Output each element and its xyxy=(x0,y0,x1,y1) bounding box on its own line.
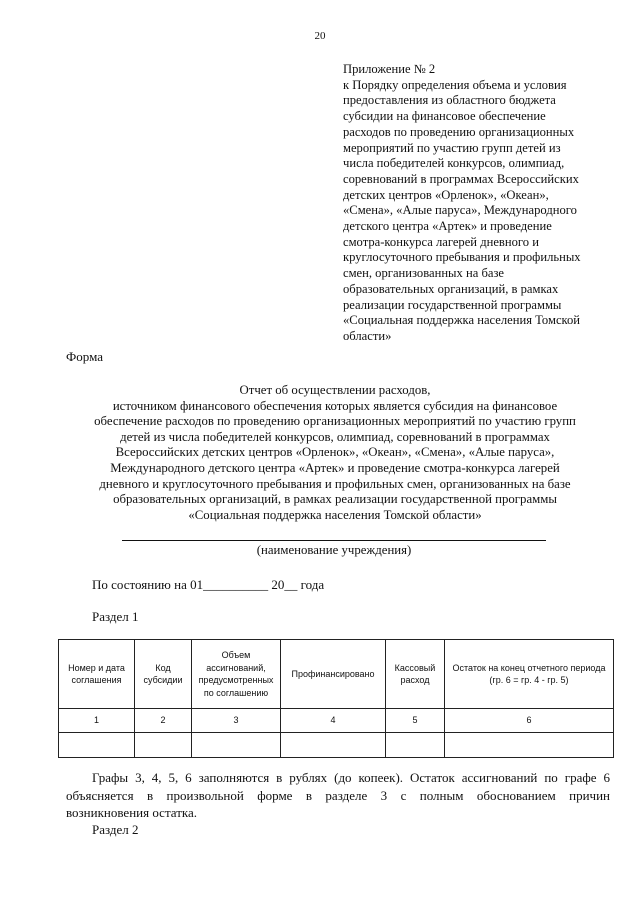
appendix-line: расходов по проведению организационных xyxy=(343,124,575,139)
appendix-line: детского центра «Артек» и проведение xyxy=(343,219,552,234)
table-cell xyxy=(192,733,281,758)
section-1-label: Раздел 1 xyxy=(92,609,139,624)
report-title-line: Международного детского центра «Артек» и проведение смотра-конкурса лагерей xyxy=(110,460,560,475)
appendix-line: мероприятий по участию групп детей из xyxy=(343,140,561,155)
table-cell xyxy=(135,733,192,758)
note-line: возникновения остатка. xyxy=(66,805,198,820)
section-2-label: Раздел 2 xyxy=(92,822,139,837)
appendix-line: Приложение № 2 xyxy=(343,62,436,76)
column-header: Объем ассигнований, предусмотренных по соглашению xyxy=(192,640,281,709)
appendix-line: реализации государственной программы xyxy=(343,297,562,312)
column-number: 2 xyxy=(135,709,192,733)
table-cell xyxy=(445,733,614,758)
table-note xyxy=(66,769,610,822)
form-label: Форма xyxy=(66,349,103,364)
column-number: 1 xyxy=(59,709,135,733)
column-number: 3 xyxy=(192,709,281,733)
table-cell xyxy=(386,733,445,758)
institution-name-line xyxy=(122,540,546,541)
column-number: 6 xyxy=(445,709,614,733)
column-number: 5 xyxy=(386,709,445,733)
appendix-line: круглосуточного пребывания и профильных xyxy=(343,250,581,265)
column-header: Остаток на конец отчетного периода (гр. 6 = гр. 4 - гр. 5) xyxy=(445,640,614,709)
report-title-line: обеспечение расходов по проведению организационных мероприятий по участию групп xyxy=(94,414,576,429)
appendix-line: области» xyxy=(343,328,392,343)
report-title-line: детей из числа победителей конкурсов, олимпиад, соревнований в программах xyxy=(120,429,550,444)
report-title-line: образовательных организаций, в рамках реализации государственной программы xyxy=(113,492,557,507)
note-line: Графы 3, 4, 5, 6 заполняются в рублях (до копеек). Остаток ассигнований по графе 6 xyxy=(92,770,610,785)
appendix-line: смен, организованных на базе xyxy=(343,266,505,281)
column-header: Профинансировано xyxy=(281,640,386,709)
appendix-line: «Социальная поддержка населения Томской xyxy=(343,313,581,328)
report-title-line: Отчет об осуществлении расходов, xyxy=(239,383,431,397)
table-cell xyxy=(281,733,386,758)
appendix-line: детских центров «Орленок», «Океан», xyxy=(343,187,549,202)
appendix-line: соревнований в программах Всероссийских xyxy=(343,171,579,186)
report-title-line: источником финансового обеспечения которых является субсидия на финансовое xyxy=(112,398,558,413)
report-title-line: Всероссийских детских центров «Орленок», «Океан», «Смена», «Алые паруса», xyxy=(115,445,555,460)
appendix-line: образовательных организаций, в рамках xyxy=(343,281,559,296)
table-cell xyxy=(59,733,135,758)
appendix-line: «Смена», «Алые паруса», Международного xyxy=(343,203,577,218)
column-header: Код субсидии xyxy=(135,640,192,709)
appendix-block xyxy=(343,62,633,345)
as-of-date: По состоянию на 01__________ 20__ года xyxy=(92,577,325,592)
column-number: 4 xyxy=(281,709,386,733)
appendix-line: числа победителей конкурсов, олимпиад, xyxy=(343,156,565,171)
report-table xyxy=(58,639,614,758)
note-line: объясняется в произвольной форме в разделе 3 с полным обоснованием причин xyxy=(66,787,610,803)
appendix-line: смотра-конкурса лагерей дневного и xyxy=(343,234,539,249)
table-number-row xyxy=(59,709,614,733)
column-header: Кассовый расход xyxy=(386,640,445,709)
report-title-line: «Социальная поддержка населения Томской области» xyxy=(188,507,482,522)
appendix-line: предоставления из областного бюджета xyxy=(343,93,556,108)
appendix-line: субсидии на финансовое обеспечение xyxy=(343,109,546,124)
table-row xyxy=(59,733,614,758)
report-title xyxy=(40,383,630,523)
page-number: 20 xyxy=(314,30,326,42)
institution-caption: (наименование учреждения) xyxy=(256,543,412,557)
appendix-line: к Порядку определения объема и условия xyxy=(343,77,567,92)
report-title-line: дневного и круглосуточного пребывания и профильных смен, организованных на базе xyxy=(99,476,571,491)
table-header-row xyxy=(59,640,614,709)
column-header: Номер и дата соглашения xyxy=(59,640,135,709)
